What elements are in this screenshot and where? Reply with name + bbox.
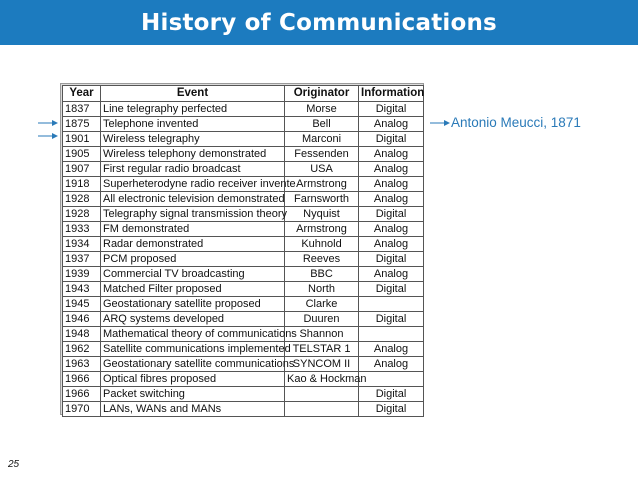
cell-event: Matched Filter proposed [101,282,285,297]
table-row [63,222,424,237]
cell-year: 1928 [63,207,101,222]
cell-originator: Kao & Hockman [285,372,359,387]
title-bar [0,0,638,45]
table-row [63,237,424,252]
cell-information: Digital [359,387,424,402]
cell-event: Optical fibres proposed [101,372,285,387]
table-row [63,132,424,147]
cell-year: 1966 [63,372,101,387]
cell-year: 1966 [63,387,101,402]
cell-year: 1875 [63,117,101,132]
cell-originator: Bell [285,117,359,132]
table-row [63,327,424,342]
cell-event: Geostationary satellite communications [101,357,285,372]
cell-year: 1937 [63,252,101,267]
cell-information: Analog [359,267,424,282]
cell-event: Telephone invented [101,117,285,132]
cell-event: Geostationary satellite proposed [101,297,285,312]
table-row [63,147,424,162]
arrow-icon [38,131,58,141]
cell-information: Analog [359,192,424,207]
table-row [63,177,424,192]
page-number: 25 [8,459,20,470]
cell-year: 1901 [63,132,101,147]
cell-year: 1962 [63,342,101,357]
cell-year: 1918 [63,177,101,192]
cell-event: Packet switching [101,387,285,402]
column-header-information: Information [359,86,424,102]
cell-event: Wireless telegraphy [101,132,285,147]
column-header-event: Event [101,86,285,102]
cell-originator: Armstrong [285,222,359,237]
table-row [63,297,424,312]
cell-information [359,327,424,342]
cell-originator: Shannon [285,327,359,342]
cell-originator: BBC [285,267,359,282]
cell-information: Analog [359,237,424,252]
cell-information: Analog [359,147,424,162]
cell-event: Line telegraphy perfected [101,102,285,117]
table-row [63,252,424,267]
cell-information: Digital [359,282,424,297]
cell-event: First regular radio broadcast [101,162,285,177]
cell-information: Digital [359,102,424,117]
cell-event: Mathematical theory of communications [101,327,285,342]
column-header-originator: Originator [285,86,359,102]
cell-year: 1928 [63,192,101,207]
cell-originator: USA [285,162,359,177]
cell-originator: Clarke [285,297,359,312]
cell-year: 1946 [63,312,101,327]
cell-event: Wireless telephony demonstrated [101,147,285,162]
cell-information: Digital [359,252,424,267]
cell-originator: North [285,282,359,297]
cell-originator: Kuhnold [285,237,359,252]
cell-originator: Marconi [285,132,359,147]
cell-information: Analog [359,342,424,357]
cell-information: Digital [359,207,424,222]
cell-year: 1905 [63,147,101,162]
cell-originator: Morse [285,102,359,117]
table-row [63,372,424,387]
cell-year: 1934 [63,237,101,252]
cell-year: 1945 [63,297,101,312]
cell-event: FM demonstrated [101,222,285,237]
cell-year: 1963 [63,357,101,372]
cell-event: All electronic television demonstrated [101,192,285,207]
cell-year: 1933 [63,222,101,237]
cell-event: Superheterodyne radio receiver invente [101,177,285,192]
slide-title: History of Communications [141,9,497,36]
cell-originator: TELSTAR 1 [285,342,359,357]
cell-originator [285,387,359,402]
cell-year: 1948 [63,327,101,342]
table-row [63,192,424,207]
column-header-year: Year [63,86,101,102]
table-header-row [63,86,424,102]
table-row [63,342,424,357]
cell-event: ARQ systems developed [101,312,285,327]
arrow-icon [38,118,58,128]
cell-information: Analog [359,357,424,372]
cell-originator: Armstrong [285,177,359,192]
table-row [63,387,424,402]
annotation-text: Antonio Meucci, 1871 [451,115,581,130]
cell-information: Digital [359,312,424,327]
cell-year: 1837 [63,102,101,117]
cell-information: Analog [359,162,424,177]
cell-information [359,297,424,312]
table-row [63,402,424,417]
history-table [62,85,424,417]
cell-year: 1943 [63,282,101,297]
cell-event: PCM proposed [101,252,285,267]
table-row [63,357,424,372]
cell-information: Analog [359,222,424,237]
cell-event: Radar demonstrated [101,237,285,252]
cell-year: 1939 [63,267,101,282]
cell-information: Digital [359,132,424,147]
cell-year: 1970 [63,402,101,417]
table-row [63,102,424,117]
arrow-icon [430,118,450,128]
cell-information: Digital [359,402,424,417]
cell-originator: Fessenden [285,147,359,162]
table-row [63,312,424,327]
history-table-container [60,83,424,415]
table-row [63,282,424,297]
cell-originator: Farnsworth [285,192,359,207]
table-row [63,162,424,177]
cell-originator: Duuren [285,312,359,327]
cell-originator: Reeves [285,252,359,267]
cell-originator: SYNCOM II [285,357,359,372]
cell-event: Telegraphy signal transmission theory [101,207,285,222]
cell-information: Analog [359,117,424,132]
table-row [63,117,424,132]
cell-event: LANs, WANs and MANs [101,402,285,417]
table-row [63,267,424,282]
cell-information: Analog [359,177,424,192]
cell-year: 1907 [63,162,101,177]
table-row [63,207,424,222]
cell-originator: Nyquist [285,207,359,222]
cell-event: Commercial TV broadcasting [101,267,285,282]
table-body [63,102,424,417]
cell-event: Satellite communications implemented [101,342,285,357]
cell-originator [285,402,359,417]
cell-information [359,372,424,387]
